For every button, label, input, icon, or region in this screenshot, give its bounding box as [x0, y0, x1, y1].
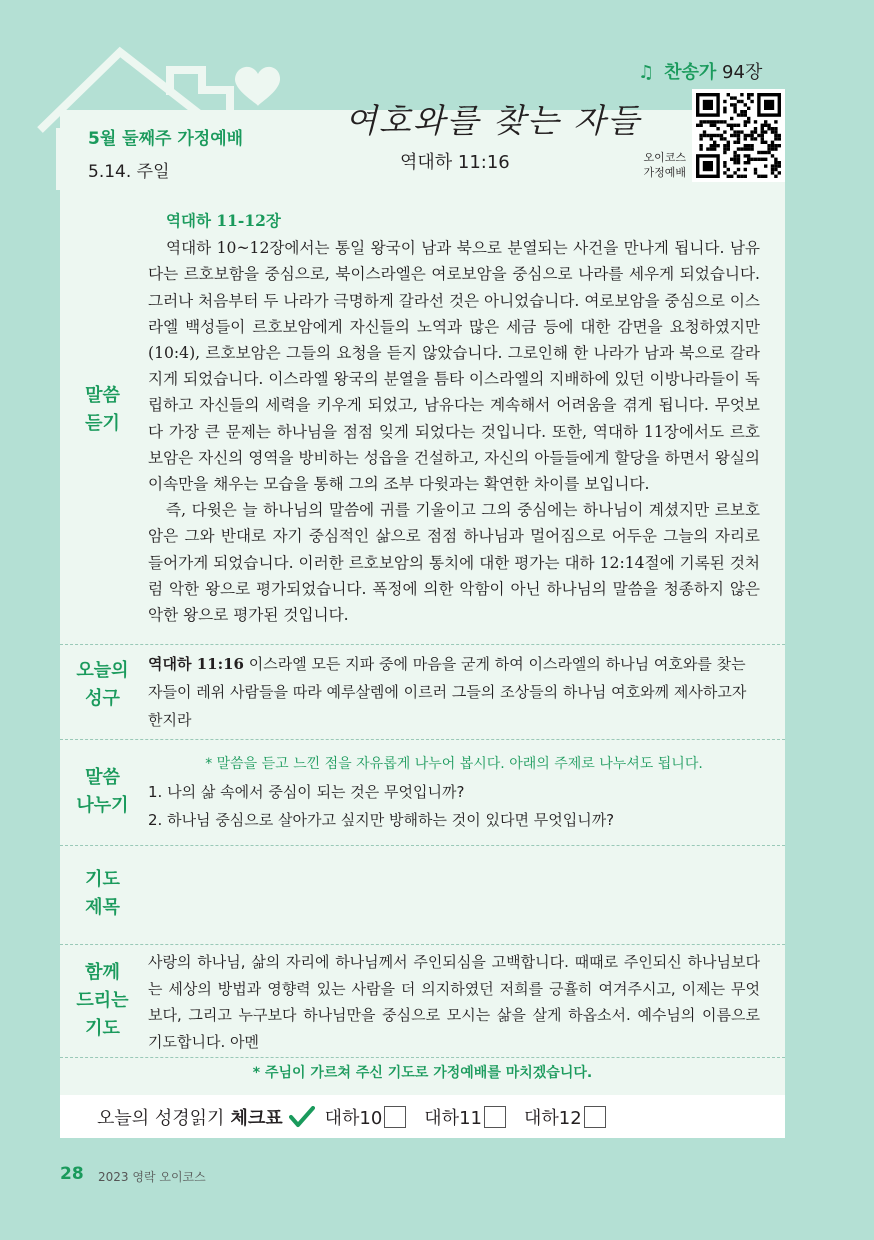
checklist-item: [424, 1104, 506, 1130]
verse-reference: 역대하 11:16: [148, 655, 244, 673]
section-label-word: [60, 382, 145, 438]
week-label: 5월 둘째주 가정예배: [88, 129, 244, 149]
section-content-word: [148, 208, 760, 628]
label-line: 말씀: [85, 385, 120, 406]
section-word: [60, 190, 785, 645]
checklist-bold-label: 체크표: [230, 1107, 283, 1129]
page-number: 28: [60, 1164, 84, 1184]
section-prayer-topic: [60, 846, 785, 945]
checkbox[interactable]: [584, 1106, 606, 1128]
music-note-icon: ♫: [638, 62, 655, 83]
section-content-verse: [148, 650, 760, 734]
qr-caption-line1: 오이코스: [643, 151, 686, 164]
qr-code[interactable]: [692, 89, 785, 182]
reading-checklist: [60, 1095, 785, 1138]
checklist-prefix: 오늘의 성경읽기: [97, 1107, 225, 1129]
label-line: 함께: [85, 962, 120, 983]
hymn-info: [638, 58, 762, 84]
label-line: 제목: [85, 897, 120, 918]
hymn-number: 94장: [722, 62, 763, 83]
qr-caption: [626, 150, 686, 180]
qr-code-pattern: [696, 93, 781, 178]
checklist-item-label: 대하10: [324, 1107, 383, 1129]
checklist-item-label: 대하11: [424, 1107, 482, 1129]
section-content-prayer: [148, 949, 760, 1055]
section-label-prayer: [60, 959, 145, 1043]
checklist-item: [325, 1104, 407, 1130]
prayer-text: 사랑의 하나님, 삶의 자리에 하나님께서 주인되심을 고백합니다. 때때로 주인되신 하나님보다는 세상의 방법과 영향력 있는 사람을 더 의지하였던 저희를 긍휼히 여겨주시고, 이제는 무엇보다, 그리고 누구보다 하나님만을 중심으로 모시는 삶을 살게 하옵소서. 예수님의 이름으로 기도합니다. 아멘: [148, 953, 760, 1051]
footer-text: 2023 영락 오이코스: [98, 1170, 206, 1184]
label-line: 듣기: [85, 413, 120, 434]
passage-reference: 역대하 11:16: [400, 152, 510, 173]
checkbox[interactable]: [384, 1106, 406, 1128]
section-content-share: [148, 750, 760, 834]
verse-text: 이스라엘 모든 지파 중에 마음을 굳게 하여 이스라엘의 하나님 여호와를 찾는 자들이 레위 사람들을 따라 예루살렘에 이르러 그들의 조상들의 하나님 여호와께 제사하고자 한지라: [148, 655, 747, 729]
section-label-prayer-topic: [60, 866, 145, 922]
checklist-item-label: 대하12: [523, 1107, 582, 1129]
section-label-share: [60, 764, 145, 820]
share-question: 2. 하나님 중심으로 살아가고 싶지만 방해하는 것이 있다면 무엇입니까?: [148, 811, 615, 829]
section-verse: [60, 645, 785, 740]
label-line: 말씀: [85, 767, 120, 788]
share-instruction: * 말씀을 듣고 느낀 점을 자유롭게 나누어 봅시다. 아래의 주제로 나누셔도 됩니다.: [205, 756, 703, 772]
hymn-label: 찬송가: [664, 62, 717, 83]
checkbox[interactable]: [484, 1106, 506, 1128]
sermon-paragraph: 즉, 다윗은 늘 하나님의 말씀에 귀를 기울이고 그의 중심에는 하나님이 계셨지만 르보호암은 그와 반대로 자기 중심적인 삶으로 점점 하나님과 멀어짐으로 어두운 그늘의 자리로 들어가게 되었습니다. 이러한 르호보암의 통치에 대한 평가는 대하 12:14절에 기록된 것처럼 악한 왕으로 평가되었습니다. 폭정에 의한 악함이 아닌 하나님의 말씀을 청종하지 않은 악한 왕으로 평가된 것입니다.: [148, 501, 760, 625]
qr-caption-line2: 가정예배: [643, 166, 686, 179]
share-question: 1. 나의 삶 속에서 중심이 되는 것은 무엇입니까?: [148, 783, 465, 801]
label-line: 나누기: [76, 795, 129, 816]
label-line: 오늘의: [76, 660, 129, 681]
label-line: 드리는: [76, 990, 129, 1011]
sermon-paragraph: 역대하 10~12장에서는 통일 왕국이 남과 북으로 분열되는 사건을 만나게 됩니다. 남유다는 르호보함을 중심으로, 북이스라엘은 여로보암을 중심으로 나라를 세우게 되었습니다. 그러나 처음부터 두 나라가 극명하게 갈라선 것은 아니었습니다. 여로보암을 중심으로 이스라엘 백성들이 르호보암에게 자신들의 노역과 많은 세금 등에 대한 감면을 요청하였지만(10:4), 르호보암은 그들의 요청을 듣지 않았습니다. 그로인해 한 나라가 남과 북으로 갈라지게 되었습니다. 이스라엘 왕국의 분열을 틈타 이스라엘의 지배하에 있던 이방나라들이 독립하고 자신들의 세력을 키우게 되었고, 남유다는 계속해서 어려움을 겪게 됩니다. 무엇보다 가장 큰 문제는 하나님을 점점 잊게 되었다는 것입니다. 또한, 역대하 11장에서도 르호보암은 자신의 영역을 방비하는 성읍을 건설하고, 자신의 아들들에게 할당을 하면서 왕실의 이속만을 채우는 모습을 통해 그의 조부 다윗과는 확연한 차이를 보입니다.: [148, 239, 760, 494]
checkmark-icon: [289, 1106, 315, 1128]
closing-instruction: * 주님이 가르쳐 주신 기도로 가정예배를 마치겠습니다.: [252, 1065, 593, 1081]
label-line: 성구: [85, 688, 120, 709]
label-line: 기도: [85, 869, 120, 890]
page-title: 여호와를 찾는 자들: [345, 101, 642, 140]
checklist-item: [524, 1104, 606, 1130]
section-label-verse: [60, 657, 145, 713]
section-prayer: [60, 945, 785, 1058]
label-line: 기도: [85, 1018, 120, 1039]
scripture-heading: 역대하 11-12장: [166, 211, 281, 230]
date-label: 5.14. 주일: [88, 162, 170, 182]
section-share: [60, 740, 785, 846]
